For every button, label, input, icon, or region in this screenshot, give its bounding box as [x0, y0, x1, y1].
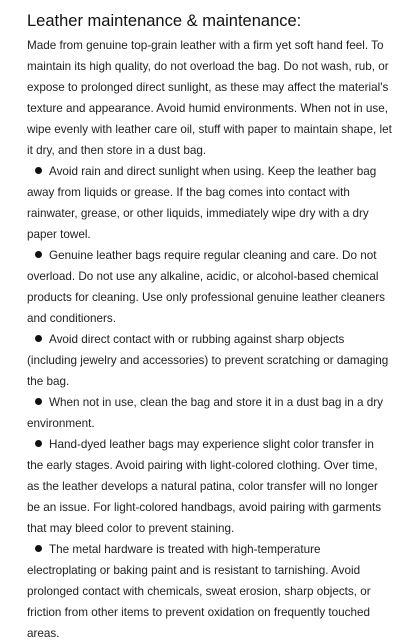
bullet-dot-icon [35, 251, 42, 258]
care-tip-rain-sunlight [27, 161, 392, 245]
bullet-dot-icon [35, 398, 42, 405]
care-tip-text: Avoid rain and direct sunlight when using. Keep the leather bag away from liquids or grease. If the bag comes into contact with rainwater, grease, or other liquids, immediately wipe dry with a dry paper towel. [27, 165, 377, 241]
intro-paragraph: Made from genuine top-grain leather with a firm yet soft hand feel. To maintain its high quality, do not overload the bag. Do not wash, rub, or expose to prolonged direct sunlight, as these may affect the material's texture and appearance. Avoid humid environments. When not in use, wipe evenly with leather care oil, stuff with paper to maintain shape, let it dry, and then store in a dust bag. [27, 39, 392, 157]
care-tip-text: Hand-dyed leather bags may experience slight color transfer in the early stages. Avoid pairing with light-colored clothing. Over time, as the leather develops a natural patina, color transfer will no longer be an issue. For light-colored handbags, avoid pairing with garments that may bleed color to prevent staining. [27, 438, 382, 535]
bullet-dot-icon [35, 440, 42, 447]
page-title: Leather maintenance & maintenance: [27, 12, 302, 30]
bullet-dot-icon [35, 545, 42, 552]
care-tip-text: Avoid direct contact with or rubbing against sharp objects (including jewelry and accessories) to prevent scratching or damaging the bag. [27, 333, 389, 388]
care-tip-text: Genuine leather bags require regular cleaning and care. Do not overload. Do not use any alkaline, acidic, or alcohol-based chemical products for cleaning. Use only professional genuine leather cleaners and conditioners. [27, 249, 385, 325]
care-tip-text: The metal hardware is treated with high-temperature electroplating or baking paint and is resistant to tarnishing. Avoid prolonged contact with chemicals, sweat erosion, sharp objects, or friction from other items to prevent oxidation on frequently touched areas. [27, 543, 371, 640]
care-tip-sharp-objects [27, 329, 392, 392]
care-tip-storage [27, 392, 392, 434]
care-tip-color-transfer [27, 434, 392, 539]
care-tip-text: When not in use, clean the bag and store it in a dust bag in a dry environment. [27, 396, 383, 430]
bullet-dot-icon [35, 335, 42, 342]
care-tip-cleaning [27, 245, 392, 329]
care-tips-list [27, 161, 392, 644]
bullet-dot-icon [35, 167, 42, 174]
care-tip-metal-hardware [27, 539, 392, 644]
